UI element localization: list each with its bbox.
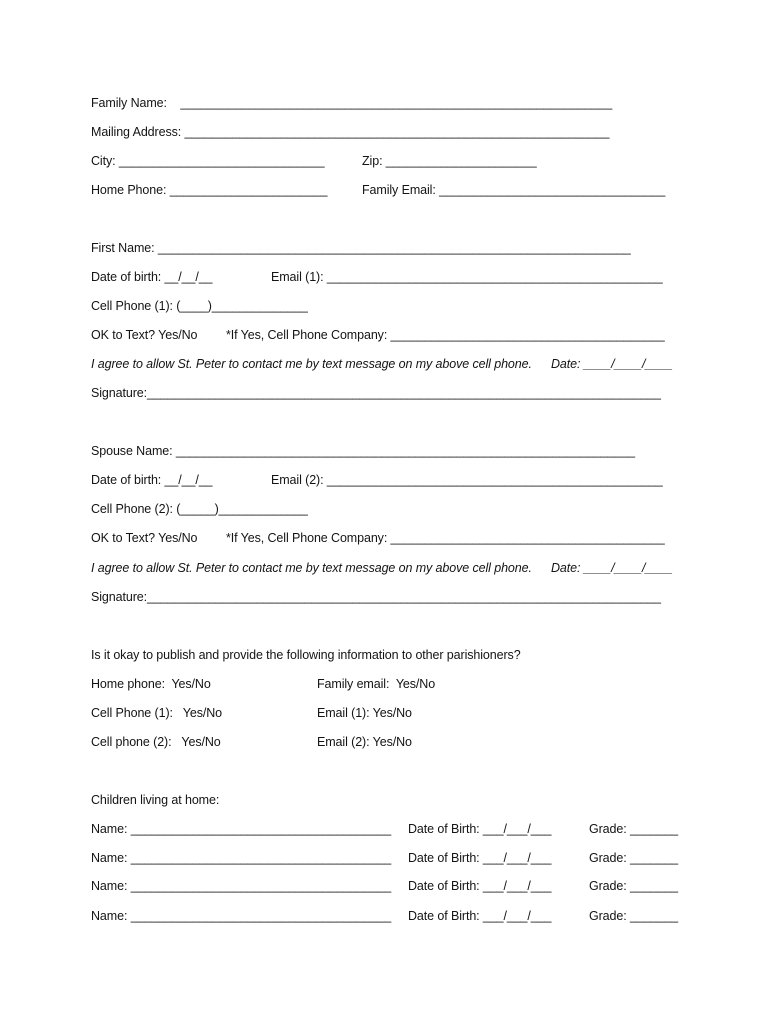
- spouse-agree-text: I agree to allow St. Peter to contact me by text message on my above cell phone.: [91, 561, 532, 575]
- first-agree-date-field[interactable]: Date: ____/____/____: [551, 357, 673, 371]
- mailing-address-label: Mailing Address: ______________________________________________________________: [91, 125, 610, 139]
- publish-cell2[interactable]: Cell phone (2): Yes/No: [91, 735, 221, 749]
- child-grade-field[interactable]: Grade: _______: [589, 851, 678, 865]
- spouse-name-field[interactable]: [91, 441, 681, 461]
- cell-phone1-field[interactable]: [91, 296, 681, 316]
- publish-row-2: [91, 703, 681, 723]
- child-grade-field[interactable]: Grade: _______: [589, 909, 678, 923]
- spouse-dob-field[interactable]: Date of birth: __/__/__: [91, 473, 213, 487]
- first-ok-to-text[interactable]: OK to Text? Yes/No: [91, 328, 198, 342]
- family-name-label: Family Name: _______________________________________________________________: [91, 96, 613, 110]
- publish-family-email[interactable]: Family email: Yes/No: [317, 677, 436, 691]
- child-dob-field[interactable]: Date of Birth: ___/___/___: [408, 851, 552, 865]
- publish-cell1[interactable]: Cell Phone (1): Yes/No: [91, 706, 223, 720]
- mailing-address-field[interactable]: [91, 122, 681, 142]
- publish-email1[interactable]: Email (1): Yes/No: [317, 706, 412, 720]
- publish-row-1: [91, 674, 681, 694]
- child-dob-field[interactable]: Date of Birth: ___/___/___: [408, 909, 552, 923]
- first-signature-field[interactable]: [91, 383, 681, 403]
- publish-email2[interactable]: Email (2): Yes/No: [317, 735, 412, 749]
- children-heading-text: Children living at home:: [91, 793, 220, 807]
- spouse-dob-email-row: [91, 470, 681, 490]
- cell-phone2-field[interactable]: [91, 499, 681, 519]
- child-row: [91, 906, 681, 926]
- child-name-field[interactable]: Name: ______________________________________: [91, 879, 392, 893]
- child-name-field[interactable]: Name: ______________________________________: [91, 909, 392, 923]
- spouse-name-label: Spouse Name: ___________________________________________________________________: [91, 444, 635, 458]
- spouse-text-row: [91, 528, 681, 548]
- publish-home-phone[interactable]: Home phone: Yes/No: [91, 677, 211, 691]
- child-name-field[interactable]: Name: ______________________________________: [91, 822, 392, 836]
- first-cell-company-field[interactable]: *If Yes, Cell Phone Company: ________________________________________: [226, 328, 665, 342]
- family-email-field[interactable]: Family Email: _________________________________: [362, 183, 666, 197]
- child-name-field[interactable]: Name: ______________________________________: [91, 851, 392, 865]
- child-dob-field[interactable]: Date of Birth: ___/___/___: [408, 879, 552, 893]
- children-heading: [91, 790, 681, 810]
- spouse-signature-field[interactable]: [91, 587, 681, 607]
- first-name-label: First Name: _____________________________________________________________________: [91, 241, 631, 255]
- publish-question-text: Is it okay to publish and provide the following information to other parishioners?: [91, 648, 521, 662]
- first-name-field[interactable]: [91, 238, 681, 258]
- child-dob-field[interactable]: Date of Birth: ___/___/___: [408, 822, 552, 836]
- cell-phone1-label: Cell Phone (1): (____)______________: [91, 299, 308, 313]
- city-zip-row: [91, 151, 681, 171]
- zip-field[interactable]: Zip: ______________________: [362, 154, 537, 168]
- publish-row-3: [91, 732, 681, 752]
- child-row: [91, 819, 681, 839]
- spouse-agree-date-field[interactable]: Date: ____/____/____: [551, 561, 673, 575]
- first-dob-email-row: [91, 267, 681, 287]
- spouse-cell-company-field[interactable]: *If Yes, Cell Phone Company: ________________________________________: [226, 531, 665, 545]
- first-dob-field[interactable]: Date of birth: __/__/__: [91, 270, 213, 284]
- email2-field[interactable]: Email (2): _________________________________________________: [271, 473, 663, 487]
- first-signature-label: Signature:___________________________________________________________________________: [91, 386, 661, 400]
- home-phone-email-row: [91, 180, 681, 200]
- home-phone-field[interactable]: Home Phone: _______________________: [91, 183, 328, 197]
- child-row: [91, 876, 681, 896]
- publish-question: [91, 645, 681, 665]
- family-name-field[interactable]: [91, 93, 681, 113]
- child-row: [91, 848, 681, 868]
- first-agree-row: [91, 354, 681, 374]
- spouse-signature-label: Signature:___________________________________________________________________________: [91, 590, 661, 604]
- child-grade-field[interactable]: Grade: _______: [589, 822, 678, 836]
- spouse-ok-to-text[interactable]: OK to Text? Yes/No: [91, 531, 198, 545]
- city-field[interactable]: City: ______________________________: [91, 154, 325, 168]
- child-grade-field[interactable]: Grade: _______: [589, 879, 678, 893]
- email1-field[interactable]: Email (1): _________________________________________________: [271, 270, 663, 284]
- spouse-agree-row: [91, 558, 681, 578]
- first-agree-text: I agree to allow St. Peter to contact me by text message on my above cell phone.: [91, 357, 532, 371]
- cell-phone2-label: Cell Phone (2): (_____)_____________: [91, 502, 308, 516]
- first-text-row: [91, 325, 681, 345]
